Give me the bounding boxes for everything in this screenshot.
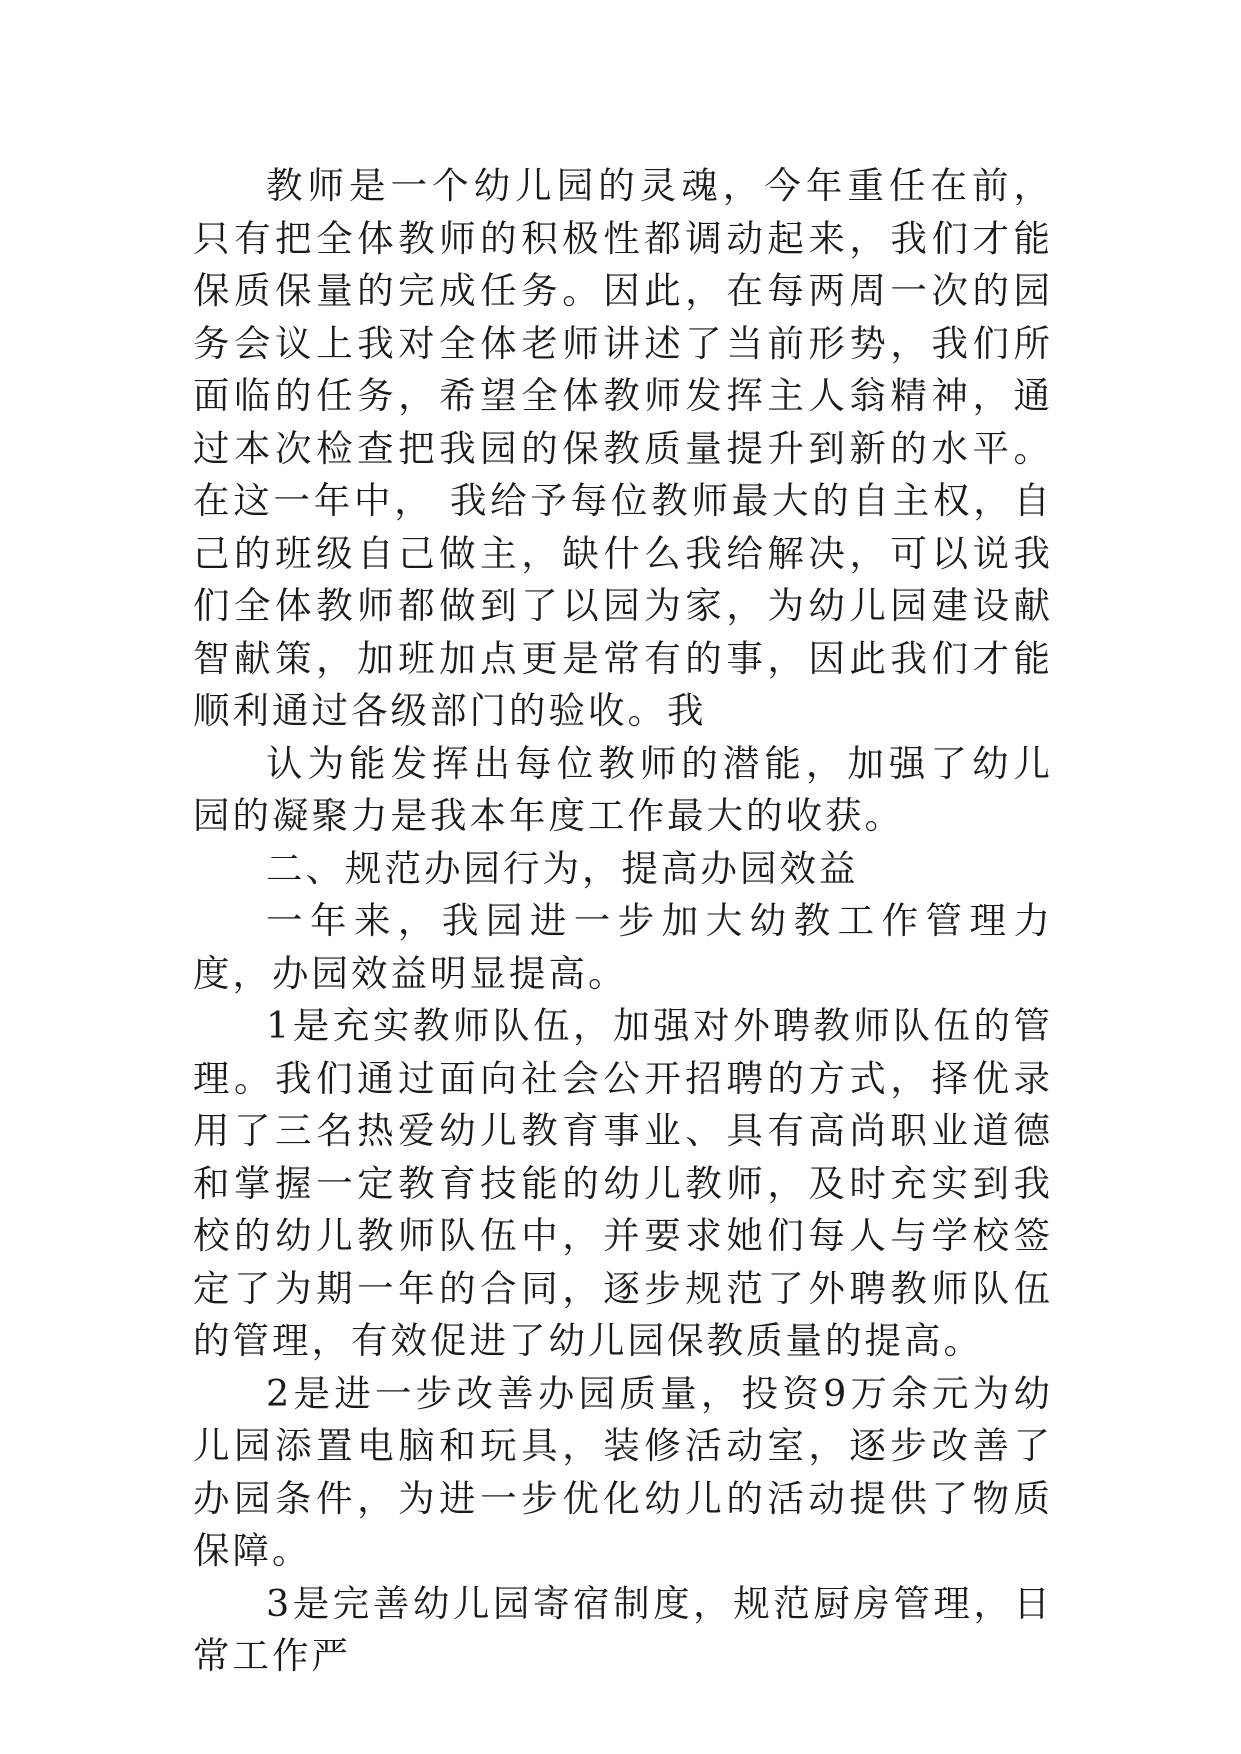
document-body (193, 160, 1053, 1683)
paragraph-item-3: 3是完善幼儿园寄宿制度，规范厨房管理，日常工作严 (193, 1581, 1053, 1677)
paragraph-item-1: 1是充实教师队伍，加强对外聘教师队伍的管理。我们通过面向社会公开招聘的方式，择优录用了三名热爱幼儿教育事业、具有高尚职业道德和掌握一定教育技能的幼儿教师，及时充实到我校的幼儿教师队伍中，并要求她们每人与学校签定了为期一年的合同，逐步规范了外聘教师队伍的管理，有效促进了幼儿园保教质量的提高。 (193, 1004, 1053, 1362)
section-heading-regulate: 二、规范办园行为，提高办园效益 (266, 846, 859, 890)
paragraph-teachers-soul: 教师是一个幼儿园的灵魂，今年重任在前，只有把全体教师的积极性都调动起来，我们才能保质保量的完成任务。因此，在每两周一次的园务会议上我对全体老师讲述了当前形势，我们所面临的任务，希望全体教师发挥主人翁精神，通过本次检查把我园的保教质量提升到新的水平。在这一年中， 我给予每位教师最大的自主权，自己的班级自己做主，缺什么我给解决，可以说我们全体教师都做到了以园为家，为幼儿园建设献智献策，加班加点更是常有的事，因此我们才能顺利通过各级部门的验收。我 (193, 164, 1053, 732)
paragraph-management-intro: 一年来，我园进一步加大幼教工作管理力度，办园效益明显提高。 (193, 899, 1053, 995)
paragraph-cohesion: 认为能发挥出每位教师的潜能，加强了幼儿园的凝聚力是我本年度工作最大的收获。 (193, 741, 1053, 837)
paragraph-item-2: 2是进一步改善办园质量，投资9万余元为幼儿园添置电脑和玩具，装修活动室，逐步改善了办园条件，为进一步优化幼儿的活动提供了物质保障。 (193, 1371, 1053, 1572)
